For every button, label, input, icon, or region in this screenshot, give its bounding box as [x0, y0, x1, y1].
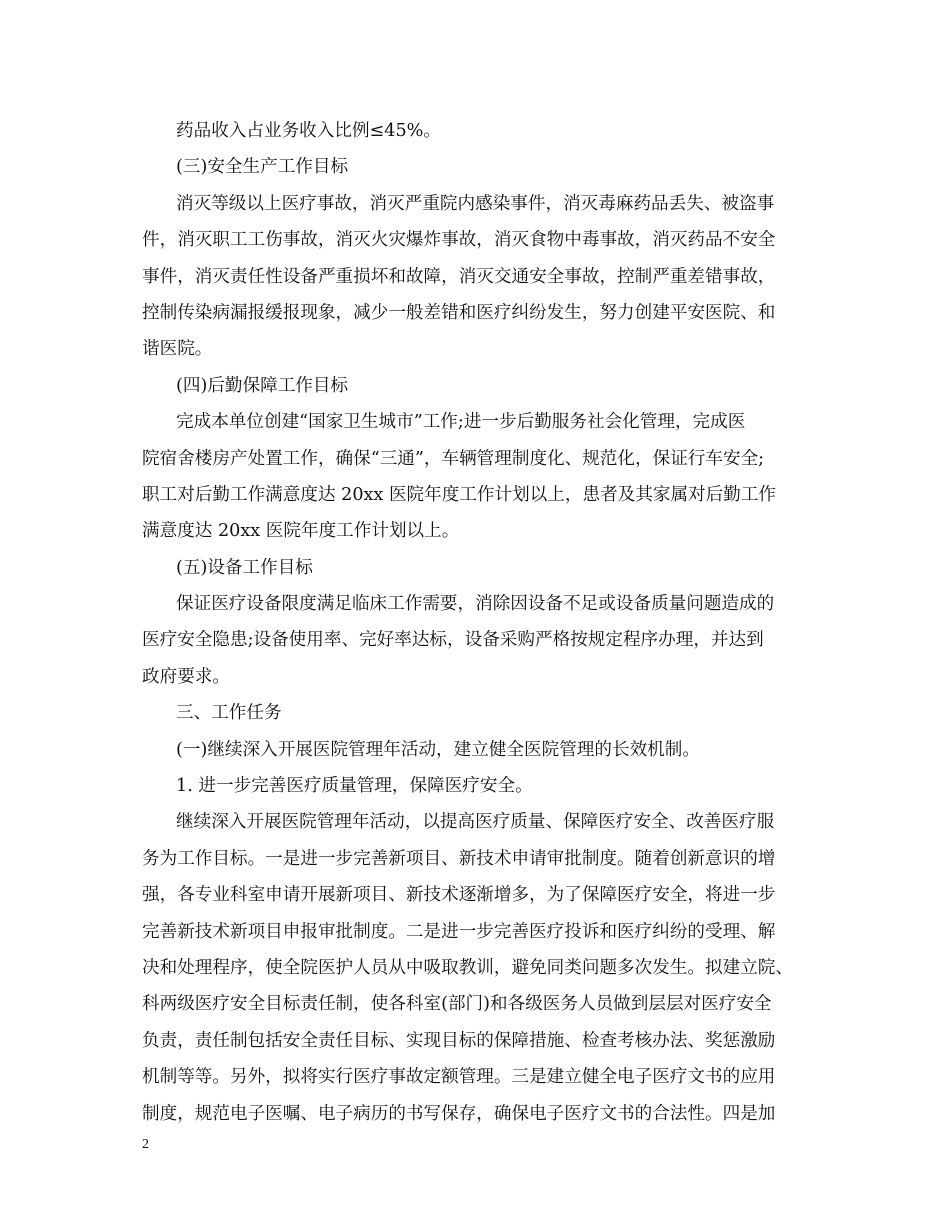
- text-line: 政府要求。: [142, 666, 230, 687]
- text-line: (三)安全生产工作目标: [176, 157, 349, 178]
- text-line: 决和处理程序，使全院医护人员从中吸取教训，避免同类问题多次发生。拟建立院、: [142, 957, 793, 978]
- text-line: (四)后勤保障工作目标: [176, 375, 349, 396]
- text-line: 三、工作任务: [176, 703, 282, 724]
- text-line: 职工对后勤工作满意度达 20xx 医院年度工作计划以上，患者及其家属对后勤工作: [142, 484, 777, 505]
- text-line: 机制等等。另外，拟将实行医疗事故定额管理。三是建立健全电子医疗文书的应用: [142, 1067, 776, 1088]
- text-line: 强，各专业科室申请开展新项目、新技术逐渐增多，为了保障医疗安全，将进一步: [142, 885, 776, 906]
- text-line: 制度，规范电子医嘱、电子病历的书写保存，确保电子医疗文书的合法性。四是加: [142, 1103, 776, 1124]
- text-line: 件，消灭职工工伤事故，消灭火灾爆炸事故，消灭食物中毒事故，消灭药品不安全: [142, 230, 776, 251]
- text-line: 务为工作目标。一是进一步完善新项目、新技术申请审批制度。随着创新意识的增: [142, 848, 776, 869]
- text-line: 控制传染病漏报缓报现象，减少一般差错和医疗纠纷发生，努力创建平安医院、和: [142, 302, 776, 323]
- text-line: 完成本单位创建“国家卫生城市”工作;进一步后勤服务社会化管理，完成医: [176, 412, 746, 433]
- text-line: 1. 进一步完善医疗质量管理，保障医疗安全。: [176, 776, 533, 797]
- page-number: 2: [142, 1137, 149, 1152]
- text-line: (五)设备工作目标: [176, 557, 313, 578]
- text-line: 完善新技术新项目申报审批制度。二是进一步完善医疗投诉和医疗纠纷的受理、解: [142, 921, 776, 942]
- text-line: 消灭等级以上医疗事故，消灭严重院内感染事件，消灭毒麻药品丢失、被盗事: [176, 193, 775, 214]
- text-line: 科两级医疗安全目标责任制，使各科室(部门)和各级医务人员做到层层对医疗安全: [142, 994, 772, 1015]
- text-line: 负责，责任制包括安全责任目标、实现目标的保障措施、检查考核办法、奖惩激励: [142, 1030, 776, 1051]
- text-line: 医疗安全隐患;设备使用率、完好率达标，设备采购严格按规定程序办理，并达到: [142, 630, 764, 651]
- text-line: 院宿舍楼房产处置工作，确保“三通”，车辆管理制度化、规范化，保证行车安全;: [142, 448, 765, 469]
- text-line: 事件，消灭责任性设备严重损坏和故障，消灭交通安全事故，控制严重差错事故，: [142, 266, 776, 287]
- text-line: 保证医疗设备限度满足临床工作需要，消除因设备不足或设备质量问题造成的: [176, 594, 775, 615]
- text-line: 药品收入占业务收入比例≤45%。: [176, 121, 441, 141]
- text-line: (一)继续深入开展医院管理年活动，建立健全医院管理的长效机制。: [176, 739, 700, 760]
- body-text: [142, 113, 810, 1132]
- text-line: 满意度达 20xx 医院年度工作计划以上。: [142, 521, 460, 542]
- text-line: 继续深入开展医院管理年活动，以提高医疗质量、保障医疗安全、改善医疗服: [176, 812, 775, 833]
- text-line: 谐医院。: [142, 339, 213, 360]
